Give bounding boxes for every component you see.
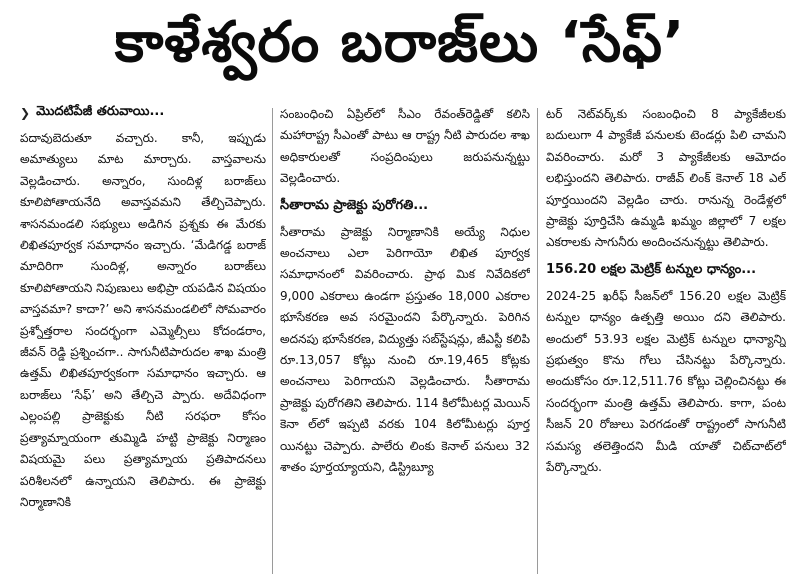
body-paragraph: సంబంధించి ఏప్రిల్‌లో సీఎం రేవంత్‌రెడ్డితో కలిసి మహారాష్ట్ర సీఎంతో పాటు ఆ రాష్ట్ర నీటి పారుదల శాఖ అధికారులతో సంప్రదింపులు జరుపనున్నట్టు వెల్లడించారు. (280, 107, 530, 186)
subheading: 156.20 లక్షల మెట్రిక్ టన్నుల ధాన్యం... (546, 261, 757, 277)
body-paragraph: 2024-25 ఖరీఫ్ సీజన్‌లో 156.20 లక్షల మెట్రిక్ టన్నుల ధాన్యం ఉత్పత్తి అయిం దని తెలిపారు. అందులో 53.93 లక్షల మెట్రిక్ టన్నుల ధాన్యాన్ని ప్రభుత్వం కొను గోలు చేసినట్టు పేర్కొన్నారు. అందుకోసం రూ.12,511.76 కోట్లు చెల్లించినట్టు ఈ సందర్భంగా మంత్రి ఉత్తమ్ తెలిపారు. కాగా, పంట సీజన్ 20 రోజులు పెరగడంతో రాష్ట్రంలో సాగునీటి సమస్య తలెత్తిందని మీడి యాతో చిట్‌చాట్‌లో పేర్కొన్నారు. (546, 288, 786, 475)
body-paragraph: పదావుబెదుతూ వచ్చారు. కానీ, ఇప్పుడు అమాత్యులు మాట మార్చారు. వాస్తవాలను వెల్లడించారు. అన్నారం, సుందిళ్ల బరాజ్‌లు కూలిపోతాయనేది అవాస్తవమని తేల్చిచెప్పారు. శాసనమండలి సభ్యులు అడిగిన ప్రశ్నకు ఈ మేరకు లిఖితపూర్వక సమాధానం ఇచ్చారు. ‘మేడిగడ్డ బరాజ్ మాదిరిగా సుందిళ్ల, అన్నారం బరాజ్‌లు కూలిపోతాయని నిపుణులు అభిప్రా యపడిన విషయం వాస్తవమా? కాదా?’ అని శాసనమండలిలో సోమవారం ప్రశ్నోత్తరాల సందర్భంగా ఎమ్మెల్సీలు కోదండరాం, జీవన్ రెడ్డి ప్రశ్నించగా.. సాగునీటిపారుదల శాఖ మంత్రి ఉత్తమ్ లిఖితపూర్వకంగా సమాధానం ఇచ్చారు. ఆ బరాజ్‌లు ‘సేఫ్’ అని తేల్చిచె ప్పారు. అదేవిధంగా ఎల్లంపల్లి ప్రాజెక్టుకు నీటి సరఫరా కోసం ప్రత్యామ్నాయంగా తుమ్మిడి హట్టి ప్రాజెక్టు నిర్మాణం విషయమై పలు ప్రత్యామ్నాయ ప్రతిపాదనలు పరిశీలనలో ఉన్నాయని తెలిపారు. ఈ ప్రాజెక్టు నిర్మాణానికి (20, 131, 266, 509)
headline: కాళేశ్వరం బరాజ్‌లు ‘సేఫ్’ (114, 9, 686, 75)
chevron-right-icon: ❯ (20, 106, 31, 120)
body-paragraph: టర్ నెట్‌వర్క్‌కు సంబంధించి 8 ప్యాకేజీలకు బదులుగా 4 ప్యాకేజీ పనులకు టెండర్లు పిలి చామని వివరించారు. మరో 3 ప్యాకేజీలకు ఆమోదం లభిస్తుందని తెలిపారు. రాజీవ్ లింక్ కెనాల్ 18 ఎల్ పూర్తయిందని వెల్లడిం చారు. రానున్న రెండేళ్లలో ప్రాజెక్టు పూర్తిచేసి ఉమ్మడి ఖమ్మం జిల్లాలో 7 లక్షల ఎకరాలకు సాగునీరు అందించనున్నట్టు తెలిపారు. (546, 107, 786, 250)
continuation-kicker (20, 104, 266, 122)
article-column-1 (20, 104, 266, 580)
subheading: సీతారామ ప్రాజెక్టు పురోగతి... (280, 197, 429, 213)
article-column-2 (280, 104, 530, 580)
column-divider (537, 108, 538, 574)
body-paragraph: సీతారామ ప్రాజెక్టు నిర్మాణానికి అయ్యే నిధుల అంచనాలు ఎలా పెరిగాయో లిఖిత పూర్వక సమాధానంలో వివరించారు. ప్రాథ మిక నివేదికలో 9,000 ఎకరాలు ఉండగా ప్రస్తుతం 18,000 ఎకరాల భూసేకరణ అవ సరమైందని పేర్కొన్నారు. పెరిగిన అదనపు భూసేకరణ, విద్యుత్తు సబ్‌స్టేషన్లు, జీఎస్టీ కలిపి రూ.13,057 కోట్లు నుంచి రూ.19,465 కోట్లకు అంచనాలు పెరిగాయని వెల్లడించారు. సీతారామ ప్రాజెక్టు పురోగతిని తెలిపారు. 114 కిలోమీటర్ల మెయిన్ కెనా ల్‌లో ఇప్పటి వరకు 104 కిలోమీటర్లు పూర్త యినట్టు చెప్పారు. పాలేరు లింకు కెనాల్ పనులు 32 శాతం పూర్తయ్యాయని, డిస్ట్రిబ్యూ (280, 224, 530, 475)
column-divider (272, 108, 273, 574)
article-column-3 (546, 104, 786, 580)
kicker-label: మొదటిపేజీ తరువాయి... (36, 104, 165, 119)
